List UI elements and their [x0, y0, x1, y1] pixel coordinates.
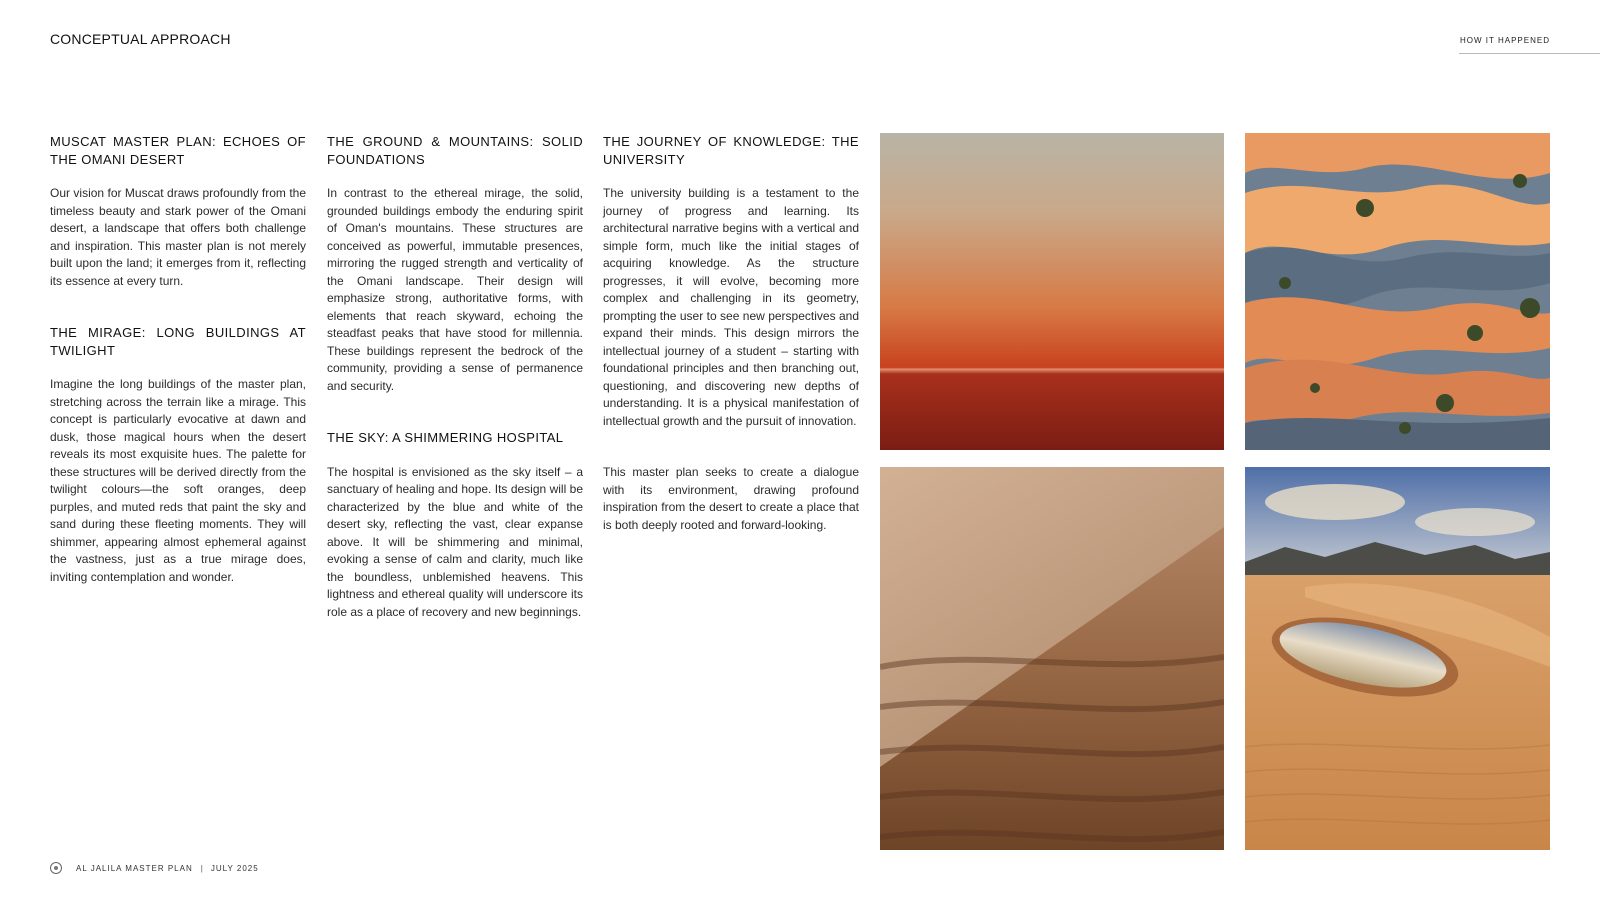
text-column-1: [50, 133, 306, 620]
section-heading: THE MIRAGE: LONG BUILDINGS AT TWILIGHT: [50, 325, 306, 358]
section-tag: HOW IT HAPPENED: [1460, 36, 1550, 45]
closing-paragraph: This master plan seeks to create a dialogue with its environment, drawing profound inspiration from the desert to create a place that is both deeply rooted and forward-looking.: [603, 465, 859, 532]
sandstone-texture-photo: [880, 467, 1224, 850]
text-column-3: [603, 133, 859, 568]
footer: [50, 862, 259, 874]
sand-dunes-sunset-photo: [1245, 133, 1550, 450]
section-paragraph: The university building is a testament to the journey of progress and learning. Its architectural narrative begins with a vertical and simple form, much like the initial stages of acquiring knowledge. As the structure progresses, it will evolve, becoming more complex and challenging in its geometry, prompting the user to see new perspectives and expand their minds. This design mirrors the intellectual journey of a student – starting with foundational principles and then branching out, questioning, and discovering new depths of understanding. It is a physical manifestation of intellectual growth and the pursuit of innovation.: [603, 186, 859, 428]
twilight-horizon-photo: [880, 133, 1224, 450]
section-heading: THE SKY: A SHIMMERING HOSPITAL: [327, 430, 564, 445]
desert-oasis-pool-photo: [1245, 467, 1550, 850]
section-divider: [1459, 53, 1600, 54]
section-paragraph: Imagine the long buildings of the master plan, stretching across the terrain like a mirage. This concept is particularly evocative at dawn and dusk, those magical hours when the desert reveals its most exquisite hues. The palette for these structures will be derived directly from the twilight colours—the soft oranges, deep purples, and muted reds that paint the sky and sand during these fleeting moments. They will shimmer, appearing almost ephemeral against the vastness, just as a true mirage does, inviting contemplation and wonder.: [50, 377, 306, 584]
section-paragraph: The hospital is envisioned as the sky itself – a sanctuary of healing and hope. Its design will be characterized by the blue and white of the desert sky, reflecting the vast, clear expanse above. It will be shimmering and minimal, evoking a sense of calm and clarity, much like the boundless, unblemished heavens. This lightness and ethereal quality will underscore its role as a place of recovery and new beginnings.: [327, 464, 583, 619]
project-name: AL JALILA MASTER PLAN: [76, 863, 193, 873]
section-heading: THE JOURNEY OF KNOWLEDGE: THE UNIVERSITY: [603, 134, 859, 167]
text-column-2: [327, 133, 583, 655]
page-title: CONCEPTUAL APPROACH: [50, 31, 231, 47]
section-heading: MUSCAT MASTER PLAN: ECHOES OF THE OMANI DESERT: [50, 134, 306, 167]
footer-separator: |: [200, 863, 203, 873]
document-date: JULY 2025: [210, 863, 259, 873]
section-paragraph: Our vision for Muscat draws profoundly from the timeless beauty and stark power of the Omani desert, a landscape that offers both challenge and inspiration. This master plan is not merely built upon the land; it emerges from it, reflecting its essence at every turn.: [50, 186, 306, 288]
emblem-icon: [50, 862, 62, 874]
section-heading: THE GROUND & MOUNTAINS: SOLID FOUNDATIONS: [327, 134, 583, 167]
section-paragraph: In contrast to the ethereal mirage, the solid, grounded buildings embody the enduring spirit of Oman's mountains. These structures are conceived as powerful, immutable presences, mirroring the rugged strength and verticality of the Omani landscape. Their design will emphasize strong, authoritative forms, with elements that reach skyward, echoing the steadfast peaks that have stood for millennia. These buildings represent the bedrock of the community, providing a sense of permanence and security.: [327, 186, 583, 393]
